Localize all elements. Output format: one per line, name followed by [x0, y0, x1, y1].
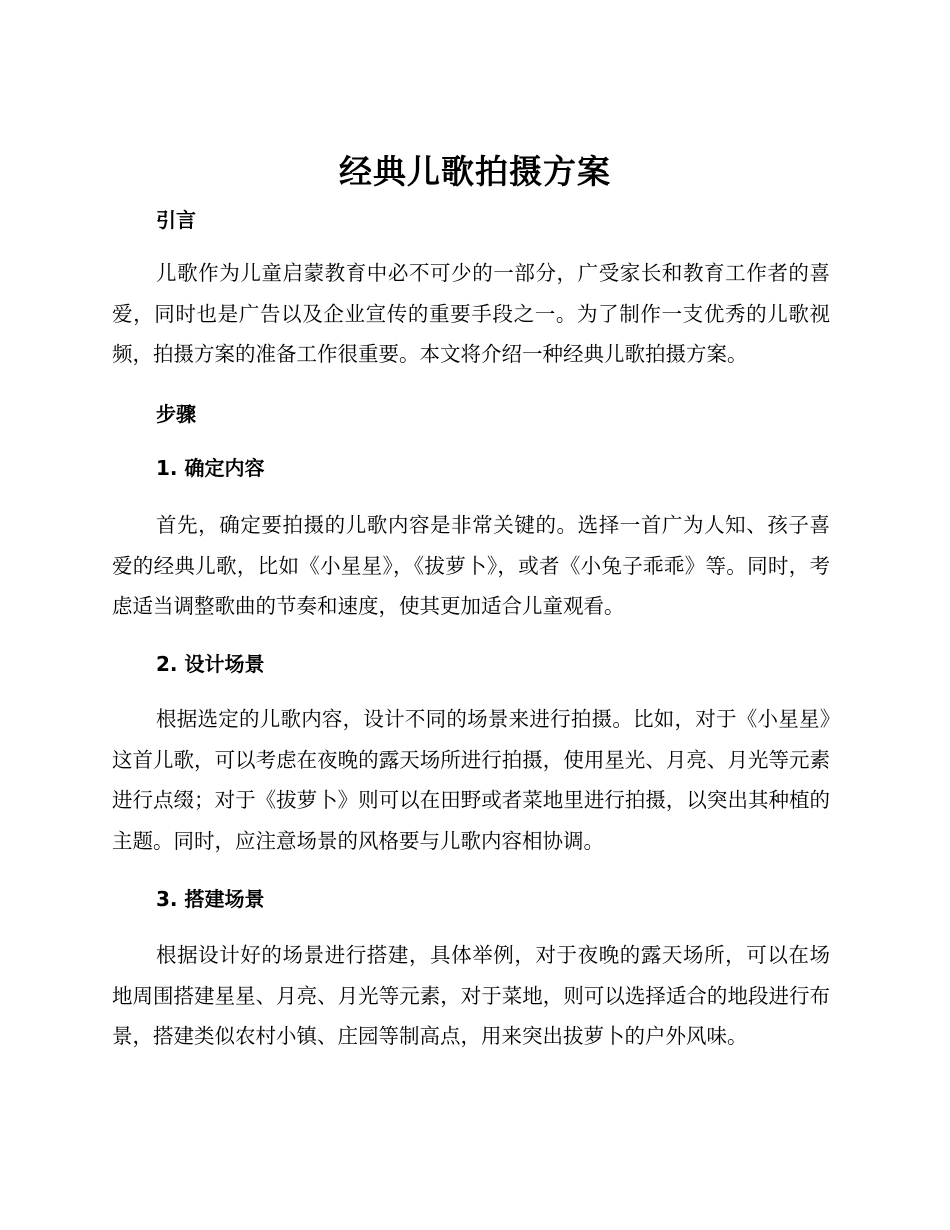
- step-heading-3: 3. 搭建场景: [156, 887, 265, 911]
- page-title: 经典儿歌拍摄方案: [339, 152, 611, 191]
- step-paragraph-3: 根据设计好的场景进行搭建，具体举例，对于夜晚的露天场所，可以在场地周围搭建星星、月亮、月光等元素，对于菜地，则可以选择适合的地段进行布景，搭建类似农村小镇、庄园等制高点，用来突出拔萝卜的户外风味。: [112, 943, 830, 1048]
- section-heading-intro: 引言: [156, 208, 196, 232]
- step-paragraph-2: 根据选定的儿歌内容，设计不同的场景来进行拍摄。比如，对于《小星星》这首儿歌，可以考虑在夜晚的露天场所进行拍摄，使用星光、月亮、月光等元素进行点缀；对于《拔萝卜》则可以在田野或者菜地里进行拍摄，以突出其种植的主题。同时，应注意场景的风格要与儿歌内容相协调。: [112, 707, 830, 853]
- intro-paragraph: 儿歌作为儿童启蒙教育中必不可少的一部分，广受家长和教育工作者的喜爱，同时也是广告以及企业宣传的重要手段之一。为了制作一支优秀的儿歌视频，拍摄方案的准备工作很重要。本文将介绍一种经典儿歌拍摄方案。: [112, 261, 830, 366]
- section-heading-steps: 步骤: [156, 402, 196, 426]
- step-paragraph-1: 首先，确定要拍摄的儿歌内容是非常关键的。选择一首广为人知、孩子喜爱的经典儿歌，比如《小星星》，《拔萝卜》，或者《小兔子乖乖》等。同时，考虑适当调整歌曲的节奏和速度，使其更加适合儿童观看。: [112, 513, 830, 618]
- step-heading-2: 2. 设计场景: [156, 652, 265, 676]
- step-heading-1: 1. 确定内容: [156, 456, 265, 480]
